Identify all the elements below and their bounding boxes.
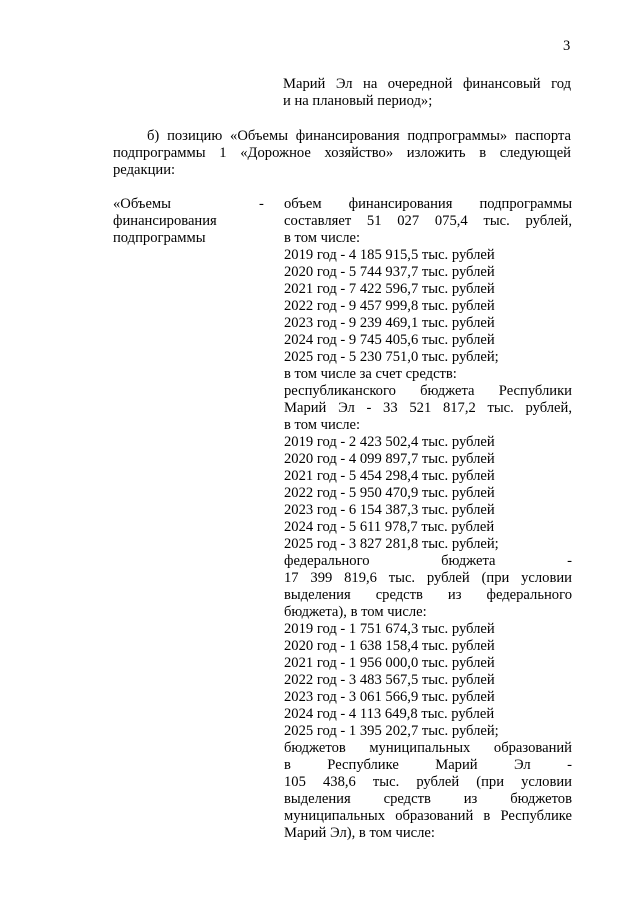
content-line: 2021 год - 1 956 000,0 тыс. рублей bbox=[284, 655, 495, 671]
label-line: «Объемы bbox=[113, 196, 171, 212]
content-line: 2025 год - 5 230 751,0 тыс. рублей; bbox=[284, 349, 499, 365]
content-line: 2024 год - 9 745 405,6 тыс. рублей bbox=[284, 332, 495, 348]
content-line: 2025 год - 1 395 202,7 тыс. рублей; bbox=[284, 723, 499, 739]
content-line: 2024 год - 5 611 978,7 тыс. рублей bbox=[284, 519, 495, 535]
content-line: 2022 год - 3 483 567,5 тыс. рублей bbox=[284, 672, 495, 688]
content-line: 2022 год - 9 457 999,8 тыс. рублей bbox=[284, 298, 495, 314]
content-line: в том числе: bbox=[284, 230, 361, 246]
content-line: выделения средств из федерального bbox=[284, 587, 572, 603]
content-line: 2025 год - 3 827 281,8 тыс. рублей; bbox=[284, 536, 499, 552]
content-line: 2019 год - 2 423 502,4 тыс. рублей bbox=[284, 434, 495, 450]
content-line: 2019 год - 1 751 674,3 тыс. рублей bbox=[284, 621, 495, 637]
content-line: 2023 год - 6 154 387,3 тыс. рублей bbox=[284, 502, 495, 518]
content-line: в том числе за счет средств: bbox=[284, 366, 457, 382]
content-line: объем финансирования подпрограммы bbox=[284, 196, 572, 212]
content-line: 2021 год - 7 422 596,7 тыс. рублей bbox=[284, 281, 495, 297]
content-line: 2024 год - 4 113 649,8 тыс. рублей bbox=[284, 706, 495, 722]
content-line: 2020 год - 4 099 897,7 тыс. рублей bbox=[284, 451, 495, 467]
content-line: 2023 год - 3 061 566,9 тыс. рублей bbox=[284, 689, 495, 705]
paragraph-line: подпрограммы 1 «Дорожное хозяйство» изложить в следующей bbox=[113, 145, 571, 161]
content-line: республиканского бюджета Республики bbox=[284, 383, 572, 399]
content-line: Марий Эл), в том числе: bbox=[284, 825, 435, 841]
content-line: бюджета), в том числе: bbox=[284, 604, 427, 620]
content-line: 2022 год - 5 950 470,9 тыс. рублей bbox=[284, 485, 495, 501]
content-line: в том числе: bbox=[284, 417, 361, 433]
intro-line: Марий Эл на очередной финансовый год bbox=[283, 76, 571, 92]
content-line: выделения средств из бюджетов bbox=[284, 791, 572, 807]
label-dash: - bbox=[259, 196, 264, 212]
content-line: 2020 год - 1 638 158,4 тыс. рублей bbox=[284, 638, 495, 654]
content-line: бюджетов муниципальных образований bbox=[284, 740, 572, 756]
content-line: составляет 51 027 075,4 тыс. рублей, bbox=[284, 213, 572, 229]
paragraph-line: редакции: bbox=[113, 162, 176, 178]
amendment-paragraph bbox=[113, 128, 571, 179]
position-label bbox=[113, 196, 273, 247]
paragraph-line: б) позицию «Объемы финансирования подпрограммы» паспорта bbox=[147, 128, 571, 144]
financing-content bbox=[284, 196, 572, 842]
content-line: 2019 год - 4 185 915,5 тыс. рублей bbox=[284, 247, 495, 263]
label-line: подпрограммы bbox=[113, 230, 206, 246]
content-line: муниципальных образований в Республике bbox=[284, 808, 572, 824]
content-line: федерального бюджета - bbox=[284, 553, 572, 569]
intro-line: и на плановый период»; bbox=[283, 93, 433, 109]
content-line: 17 399 819,6 тыс. рублей (при условии bbox=[284, 570, 572, 586]
content-line: 2020 год - 5 744 937,7 тыс. рублей bbox=[284, 264, 495, 280]
content-line: 2023 год - 9 239 469,1 тыс. рублей bbox=[284, 315, 495, 331]
content-line: 2021 год - 5 454 298,4 тыс. рублей bbox=[284, 468, 495, 484]
page-number: 3 bbox=[563, 38, 571, 54]
content-line: 105 438,6 тыс. рублей (при условии bbox=[284, 774, 572, 790]
content-line: Марий Эл - 33 521 817,2 тыс. рублей, bbox=[284, 400, 572, 416]
label-line: финансирования bbox=[113, 213, 217, 229]
intro-continuation bbox=[283, 76, 571, 110]
content-line: в Республике Марий Эл - bbox=[284, 757, 572, 773]
